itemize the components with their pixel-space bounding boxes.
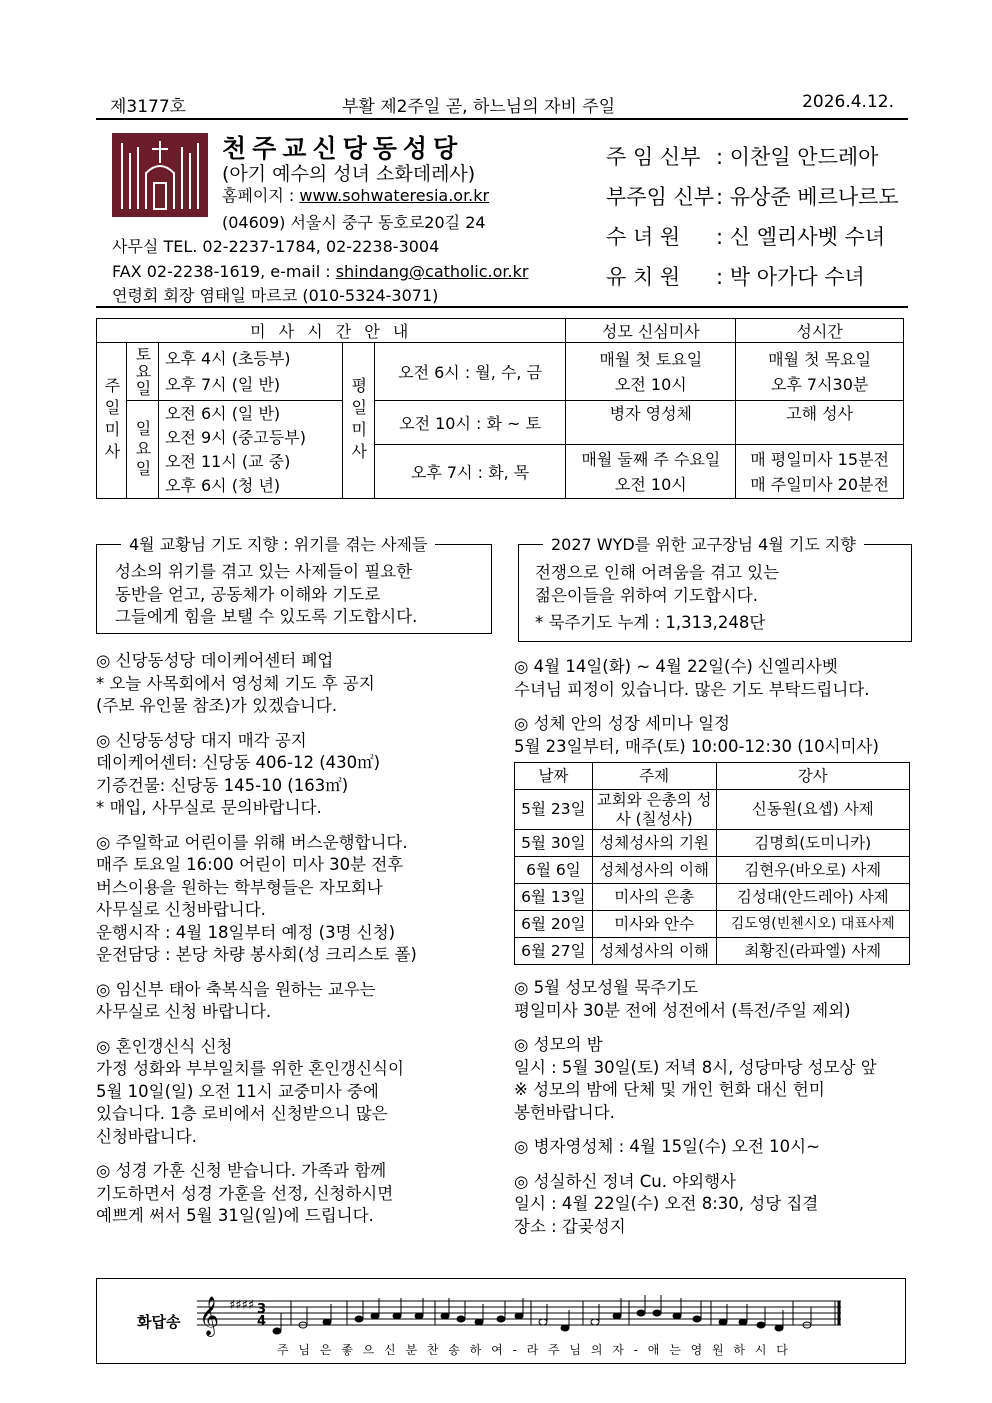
notice-block: ◎ 5월 성모성월 묵주기도 평일미사 30분 전에 성전에서 (특전/주일 제외) bbox=[514, 978, 851, 1020]
psalm-lyrics: 주 님 은 좋 으 신 분 찬 송 하 여 - 라 주 님 의 자 - 애 는 영 원 하 시 다 bbox=[277, 1343, 791, 1357]
psalm-label: 화답송 bbox=[137, 1313, 181, 1331]
notice-block: ◎ 4월 14일(화) ~ 4월 22일(수) 신엘리사벳 수녀님 피정이 있습니다. 많은 기도 부탁드립니다. bbox=[514, 657, 870, 699]
church-logo bbox=[112, 133, 208, 217]
notice-block: ◎ 혼인갱신식 신청 가정 성화와 부부일치를 위한 혼인갱신식이 5월 10일(일) 오전 11시 교중미사 중에 있습니다. 1층 로비에서 신청받으니 많은 신청바랍니다. bbox=[96, 1036, 404, 1146]
header-bar bbox=[96, 88, 908, 120]
marian-title: 성모 신심미사 bbox=[566, 319, 736, 343]
table-row: 5월 30일 성체성사의 기원 김명희(도미니카) bbox=[515, 830, 910, 857]
notice-block: ◎ 성실하신 정녀 Cu. 야외행사 일시 : 4월 22일(수) 오전 8:30, 성당 집결 장소 : 갑곶성지 bbox=[514, 1171, 819, 1236]
pope-prayer-line: 동반을 얻고, 공동체가 이해와 기도로 bbox=[115, 584, 381, 604]
homepage-link[interactable]: www.sohwateresia.or.kr bbox=[299, 186, 490, 205]
pope-prayer-line: 그들에게 힘을 보탤 수 있도록 기도합시다. bbox=[115, 607, 418, 626]
sick-text: 매월 둘째 주 수요일 오전 10시 bbox=[566, 445, 736, 499]
right-notices bbox=[514, 656, 910, 1238]
bishop-prayer-line: 젊은이들을 위하여 기도합시다. bbox=[535, 586, 758, 605]
weekday-mass-label: 평일미사 bbox=[342, 343, 374, 499]
bishop-prayer-line: 전쟁으로 인해 어려움을 겪고 있는 bbox=[535, 563, 780, 582]
notice-block: ◎ 신당동성당 데이케어센터 폐업 * 오늘 사목회에서 영성체 기도 후 공지 (주보 유인물 참조)가 있겠습니다. bbox=[96, 651, 375, 715]
header-divider bbox=[96, 306, 908, 308]
notice-block: ◎ 신당동성당 대지 매각 공지 데이케어센터: 신당동 406-12 (430㎡) 기증건물: 신당동 145-10 (163㎡) * 매입, 사무실로 문의바랍니다. bbox=[96, 730, 381, 817]
holyhour-text: 매월 첫 목요일 오후 7시30분 bbox=[736, 343, 904, 401]
mass-schedule-table bbox=[96, 318, 904, 499]
notice-block: ◎ 성경 가훈 신청 받습니다. 가족과 함께 기도하면서 성경 가훈을 선정, 신청하시면 예쁘게 써서 5월 31일(일)에 드립니다. bbox=[96, 1161, 394, 1225]
clergy-row: 주 임 신부 : 이찬일 안드레아 bbox=[606, 145, 879, 169]
notice-block: ◎ 성모의 밤 일시 : 5월 30일(토) 저녁 8시, 성당마당 성모상 앞 ※ 성모의 밤에 단체 및 개인 헌화 대신 헌미 봉헌바랍니다. bbox=[514, 1035, 877, 1122]
issue-date: 2026.4.12. bbox=[802, 92, 894, 112]
table-row: 6월 20일 미사와 안수 김도영(빈첸시오) 대표사제 bbox=[515, 911, 910, 938]
clergy-row: 유 치 원 : 박 아가다 수녀 bbox=[606, 265, 865, 289]
music-staff-icon bbox=[197, 1287, 897, 1343]
notice-block: ◎ 주일학교 어린이를 위해 버스운행합니다. 매주 토요일 16:00 어린이 미사 30분 전후 버스이용을 원하는 학부형들은 자모회나 사무실로 신청바랍니다. 운행시작 : 4월 18일부터 예정 (3명 신청) 운전담당 : 본당 차량 봉사회(성 크리스토 폴) bbox=[96, 832, 417, 964]
office-phone: 사무실 TEL. 02-2237-1784, 02-2238-3004 bbox=[112, 237, 440, 256]
email-link[interactable]: shindang@catholic.or.kr bbox=[335, 262, 529, 281]
weekday-time-3: 오후 7시 : 화, 목 bbox=[374, 445, 566, 499]
bulletin-title: 부활 제2주일 곧, 하느님의 자비 주일 bbox=[342, 97, 616, 117]
clergy-list bbox=[606, 137, 899, 297]
issue-number: 제3177호 bbox=[110, 97, 187, 117]
sunday-day-label: 일요일 bbox=[126, 401, 158, 499]
svg-text:𝄞: 𝄞 bbox=[199, 1296, 220, 1336]
table-row: 5월 23일 교회와 은총의 성사 (칠성사) 신동원(요셉) 사제 bbox=[515, 790, 910, 830]
clergy-row: 부주임 신부: 유상준 베르나르도 bbox=[606, 185, 899, 209]
notice-block: ◎ 병자영성체 : 4월 15일(수) 오전 10시~ bbox=[514, 1137, 820, 1156]
rosary-total: * 묵주기도 누계 : 1,313,248단 bbox=[535, 613, 766, 632]
seminar-table bbox=[514, 762, 910, 965]
sunday-mass-label: 주일미사 bbox=[97, 343, 127, 499]
svg-text:3: 3 bbox=[257, 1302, 267, 1317]
church-logo-icon bbox=[112, 133, 208, 217]
seminar-subheading: 5월 23일부터, 매주(토) 10:00-12:30 (10시미사) bbox=[514, 736, 879, 756]
table-row: 6월 27일 성체성사의 이해 최황진(라파엘) 사제 bbox=[515, 938, 910, 965]
parish-name: 천주교신당동성당 bbox=[222, 134, 464, 163]
weekday-time-2: 오전 10시 : 화 ~ 토 bbox=[374, 401, 566, 445]
marian-text: 매월 첫 토요일 오전 10시 bbox=[566, 343, 736, 401]
mass-title: 미 사 시 간 안 내 bbox=[97, 319, 566, 343]
sunday-times: 오전 6시 (일 반) 오전 9시 (중고등부) 오전 11시 (교 중) 오후 6시 (청 년) bbox=[158, 401, 342, 499]
homepage-line: 홈페이지 : www.sohwateresia.or.kr bbox=[222, 186, 490, 205]
svg-text:♯♯♯♯: ♯♯♯♯ bbox=[229, 1298, 255, 1313]
confession-title: 고해 성사 bbox=[736, 401, 904, 445]
council-president: 연령회 회장 염태일 마르코 (010-5324-3071) bbox=[112, 286, 439, 305]
svg-text:4: 4 bbox=[257, 1314, 267, 1329]
sick-title: 병자 영성체 bbox=[566, 401, 736, 445]
table-row: 6월 13일 미사의 은총 김성대(안드레아) 사제 bbox=[515, 884, 910, 911]
table-row: 6월 6일 성체성사의 이해 김현우(바오로) 사제 bbox=[515, 857, 910, 884]
seminar-header-row: 날짜 주제 강사 bbox=[515, 763, 910, 790]
clergy-row: 수 녀 원 : 신 엘리사벳 수녀 bbox=[606, 225, 886, 249]
weekday-time-1: 오전 6시 : 월, 수, 금 bbox=[374, 343, 566, 401]
pope-prayer-box bbox=[96, 535, 492, 634]
parish-patron: (아기 예수의 성녀 소화데레사) bbox=[222, 163, 476, 185]
confession-text: 매 평일미사 15분전 매 주일미사 20분전 bbox=[736, 445, 904, 499]
pope-prayer-title: 4월 교황님 기도 지향 : 위기를 겪는 사제들 bbox=[121, 534, 435, 557]
psalm-music-box bbox=[96, 1278, 906, 1364]
saturday-times: 오후 4시 (초등부) 오후 7시 (일 반) bbox=[158, 343, 342, 401]
pope-prayer-line: 성소의 위기를 겪고 있는 사제들이 필요한 bbox=[115, 562, 413, 581]
holyhour-title: 성시간 bbox=[736, 319, 904, 343]
notice-block: ◎ 임신부 태아 축복식을 원하는 교우는 사무실로 신청 바랍니다. bbox=[96, 979, 376, 1021]
saturday-label: 토요일 bbox=[126, 343, 158, 401]
seminar-heading: ◎ 성체 안의 성장 세미나 일정 bbox=[514, 714, 730, 733]
bishop-prayer-box bbox=[518, 535, 912, 642]
fax-email-line: FAX 02-2238-1619, e-mail : shindang@catholic.or.kr bbox=[112, 262, 529, 281]
address: (04609) 서울시 중구 동호로20길 24 bbox=[222, 213, 486, 232]
left-notices bbox=[96, 650, 506, 1228]
bishop-prayer-title: 2027 WYD를 위한 교구장님 4월 기도 지향 bbox=[543, 534, 864, 557]
